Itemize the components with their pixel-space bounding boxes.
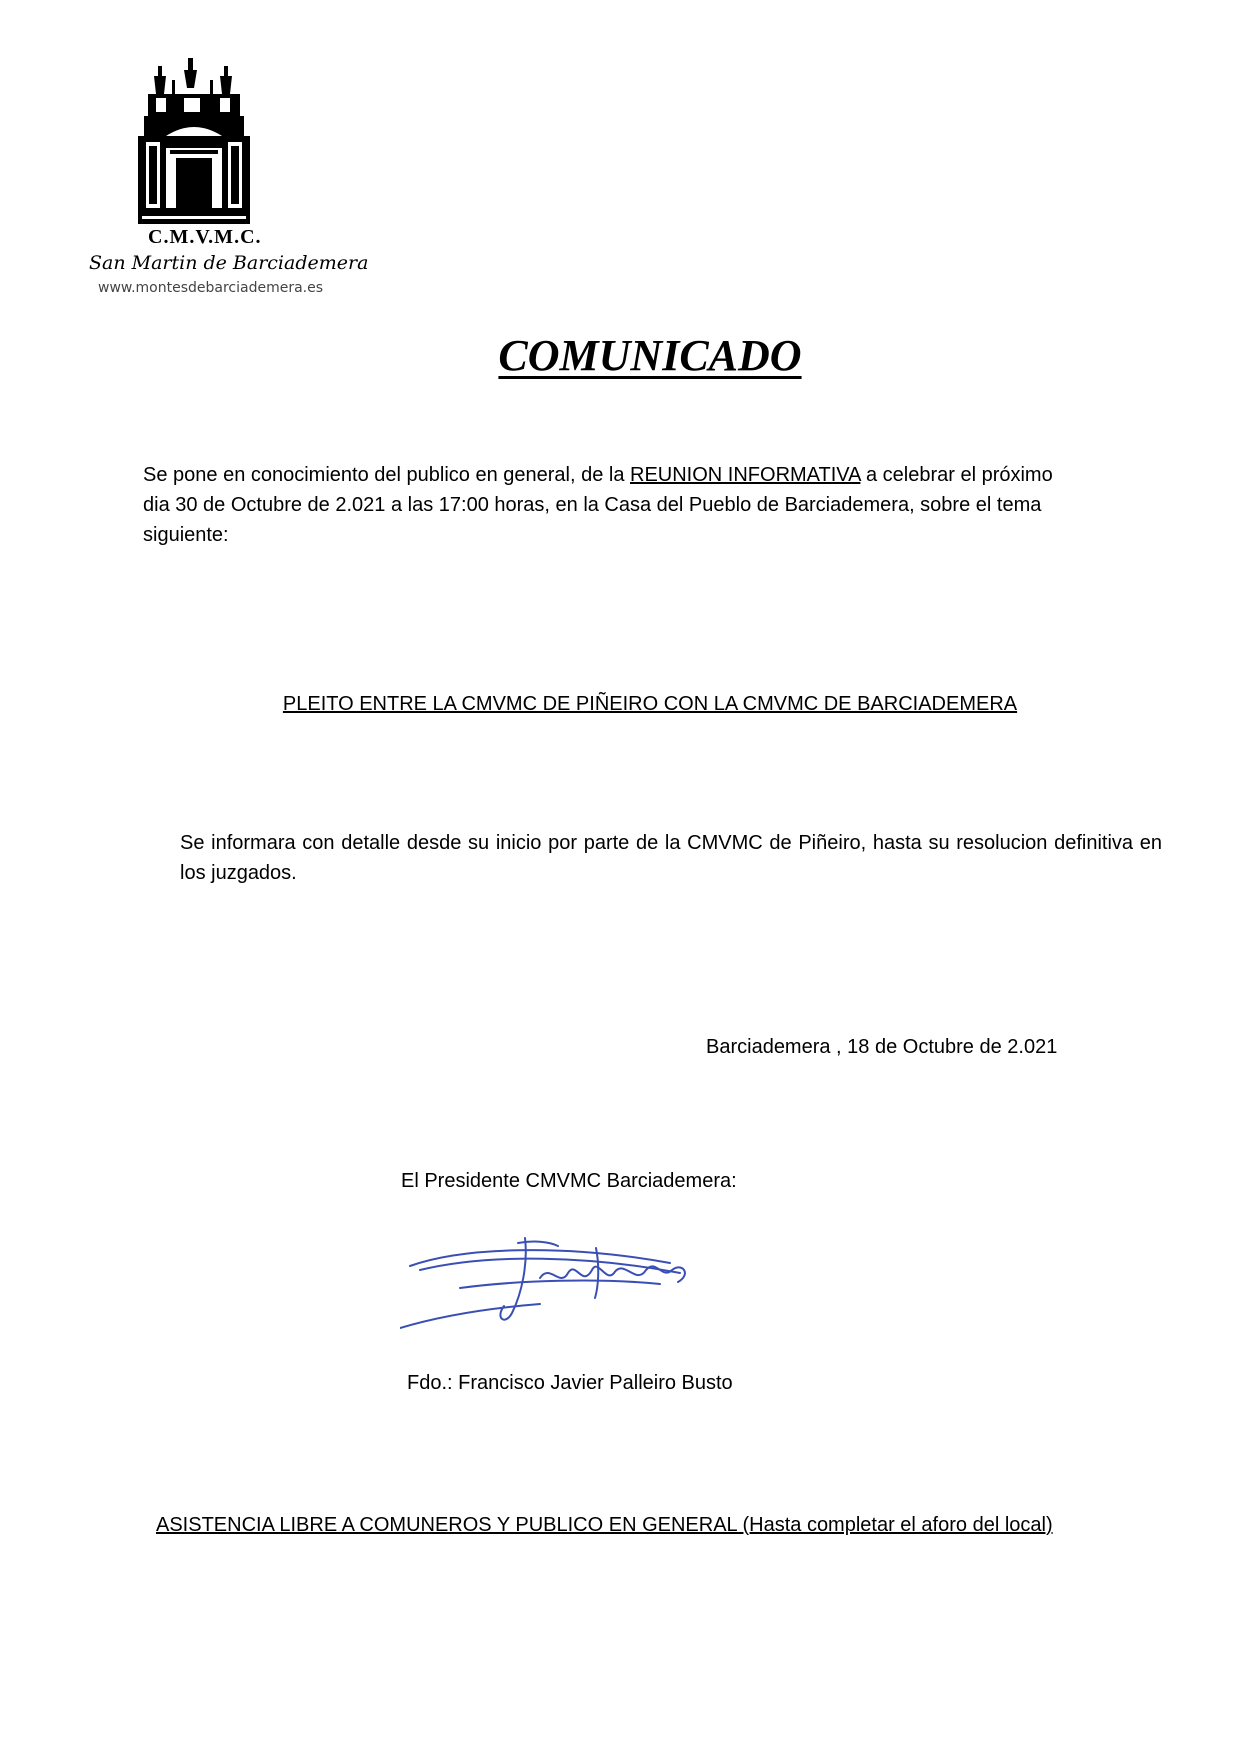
intro-line-2: dia 30 de Octubre de 2.021 a las 17:00 horas, en la Casa del Pueblo de Barciademera, sobre el tema xyxy=(143,494,1042,516)
intro-before: Se pone en conocimiento del publico en general, de la xyxy=(143,464,631,486)
intro-line-1 xyxy=(143,460,1162,490)
intro-line1-after: a celebrar el próximo xyxy=(860,464,1053,486)
meeting-type-highlight: REUNION INFORMATIVA xyxy=(630,464,861,486)
intro-paragraph xyxy=(143,460,1162,550)
organization-place: San Martin de Barciademera xyxy=(89,252,369,274)
date-line: Barciademera , 18 de Octubre de 2.021 xyxy=(706,1036,1058,1058)
attendance-note: ASISTENCIA LIBRE A COMUNEROS Y PUBLICO EN GENERAL (Hasta completar el aforo del local) xyxy=(156,1514,1053,1536)
organization-website: www.montesdebarciademera.es xyxy=(98,280,324,296)
document-title xyxy=(0,330,1249,381)
organization-name: C.M.V.M.C. xyxy=(148,226,262,248)
handwritten-signature xyxy=(400,1218,720,1338)
meeting-subject: PLEITO ENTRE LA CMVMC DE PIÑEIRO CON LA CMVMC DE BARCIADEMERA xyxy=(282,693,1018,715)
signatory-name: Fdo.: Francisco Javier Palleiro Busto xyxy=(407,1372,733,1394)
detail-paragraph: Se informara con detalle desde su inicio por parte de la CMVMC de Piñeiro, hasta su resolucion definitiva en los juzgados. xyxy=(180,832,1162,884)
church-facade-logo xyxy=(138,58,250,224)
document-title-text: COMUNICADO xyxy=(498,331,802,380)
intro-line-3: siguiente: xyxy=(143,524,229,546)
president-role: El Presidente CMVMC Barciademera: xyxy=(401,1170,737,1192)
